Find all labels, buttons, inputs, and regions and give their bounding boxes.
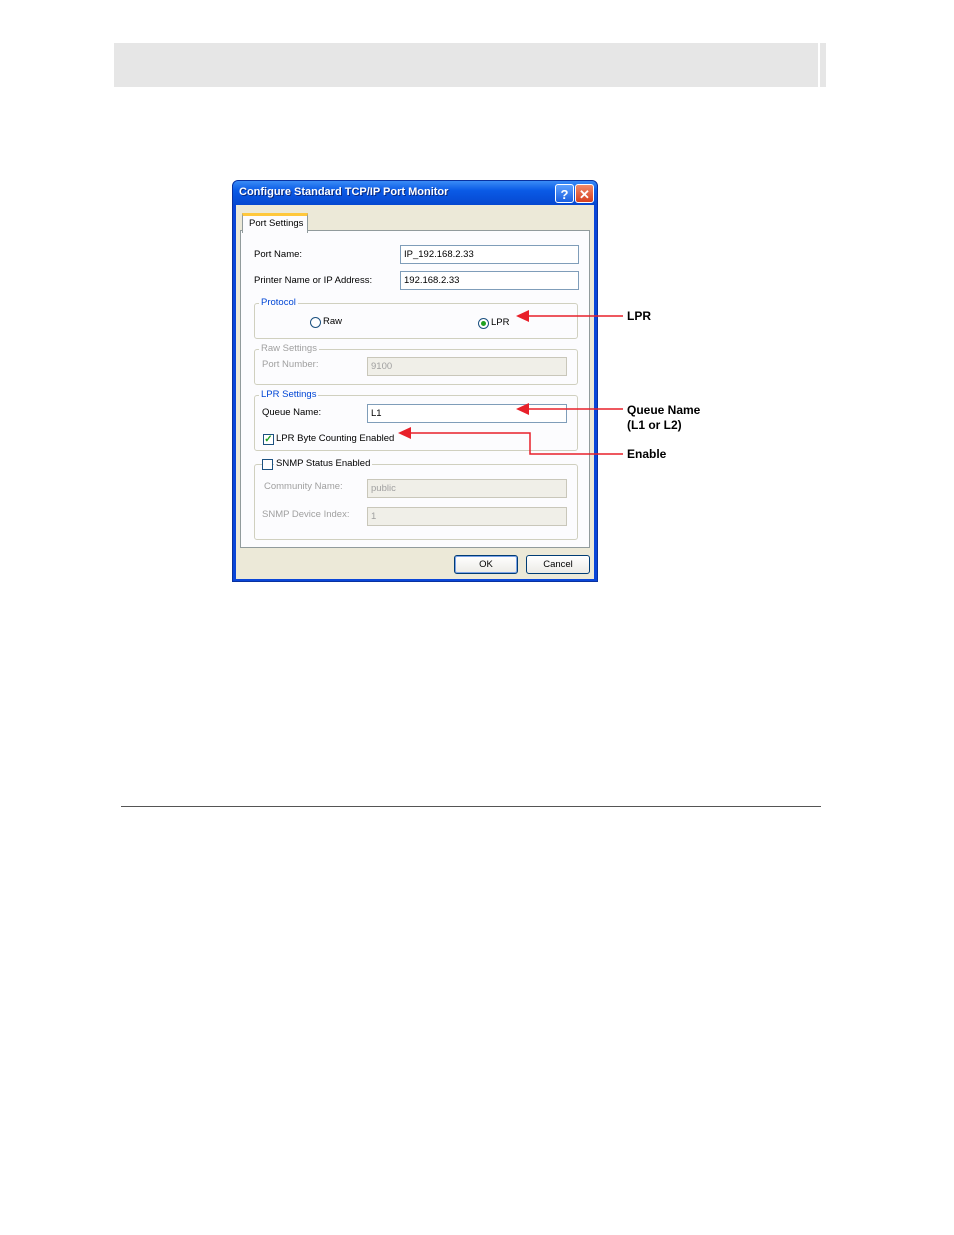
port-name-input[interactable]: IP_192.168.2.33 xyxy=(400,245,579,264)
queue-name-input[interactable]: L1 xyxy=(367,404,567,423)
raw-settings-group-label: Raw Settings xyxy=(261,343,317,354)
snmp-device-index-label: SNMP Device Index: xyxy=(262,509,350,520)
callout-queue-values: (L1 or L2) xyxy=(627,418,682,432)
snmp-device-index-input: 1 xyxy=(367,507,567,526)
arrow-enable-head xyxy=(398,427,411,439)
snmp-checkbox-label[interactable]: SNMP Status Enabled xyxy=(276,458,371,469)
callout-queue-name: Queue Name xyxy=(627,403,701,417)
arrow-enable-line xyxy=(409,433,623,454)
port-number-input: 9100 xyxy=(367,357,567,376)
lpr-settings-group-label: LPR Settings xyxy=(261,389,317,400)
ok-button[interactable]: OK xyxy=(454,555,518,574)
byte-counting-checkbox[interactable]: ✓ xyxy=(264,434,273,445)
byte-counting-label[interactable]: LPR Byte Counting Enabled xyxy=(276,433,395,444)
help-icon[interactable]: ? xyxy=(555,184,574,203)
callout-lpr: LPR xyxy=(627,309,651,323)
footer-rule xyxy=(121,806,821,807)
port-name-label: Port Name: xyxy=(254,249,303,260)
arrow-lpr-head xyxy=(516,310,529,322)
raw-radio-label[interactable]: Raw xyxy=(323,316,343,327)
callout-enable: Enable xyxy=(627,447,667,461)
lpr-radio-label[interactable]: LPR xyxy=(491,317,510,328)
close-icon[interactable]: ✕ xyxy=(575,184,594,203)
arrow-queue-head xyxy=(516,403,529,415)
dialog-title: Configure Standard TCP/IP Port Monitor xyxy=(239,186,449,198)
community-name-input: public xyxy=(367,479,567,498)
port-number-label: Port Number: xyxy=(262,359,319,370)
cancel-button[interactable]: Cancel xyxy=(526,555,590,574)
printer-address-label: Printer Name or IP Address: xyxy=(254,275,373,286)
community-name-label: Community Name: xyxy=(264,481,343,492)
printer-address-input[interactable]: 192.168.2.33 xyxy=(400,271,579,290)
queue-name-label: Queue Name: xyxy=(262,407,322,418)
tab-port-settings[interactable]: Port Settings xyxy=(242,213,308,233)
protocol-group-label: Protocol xyxy=(261,297,296,308)
